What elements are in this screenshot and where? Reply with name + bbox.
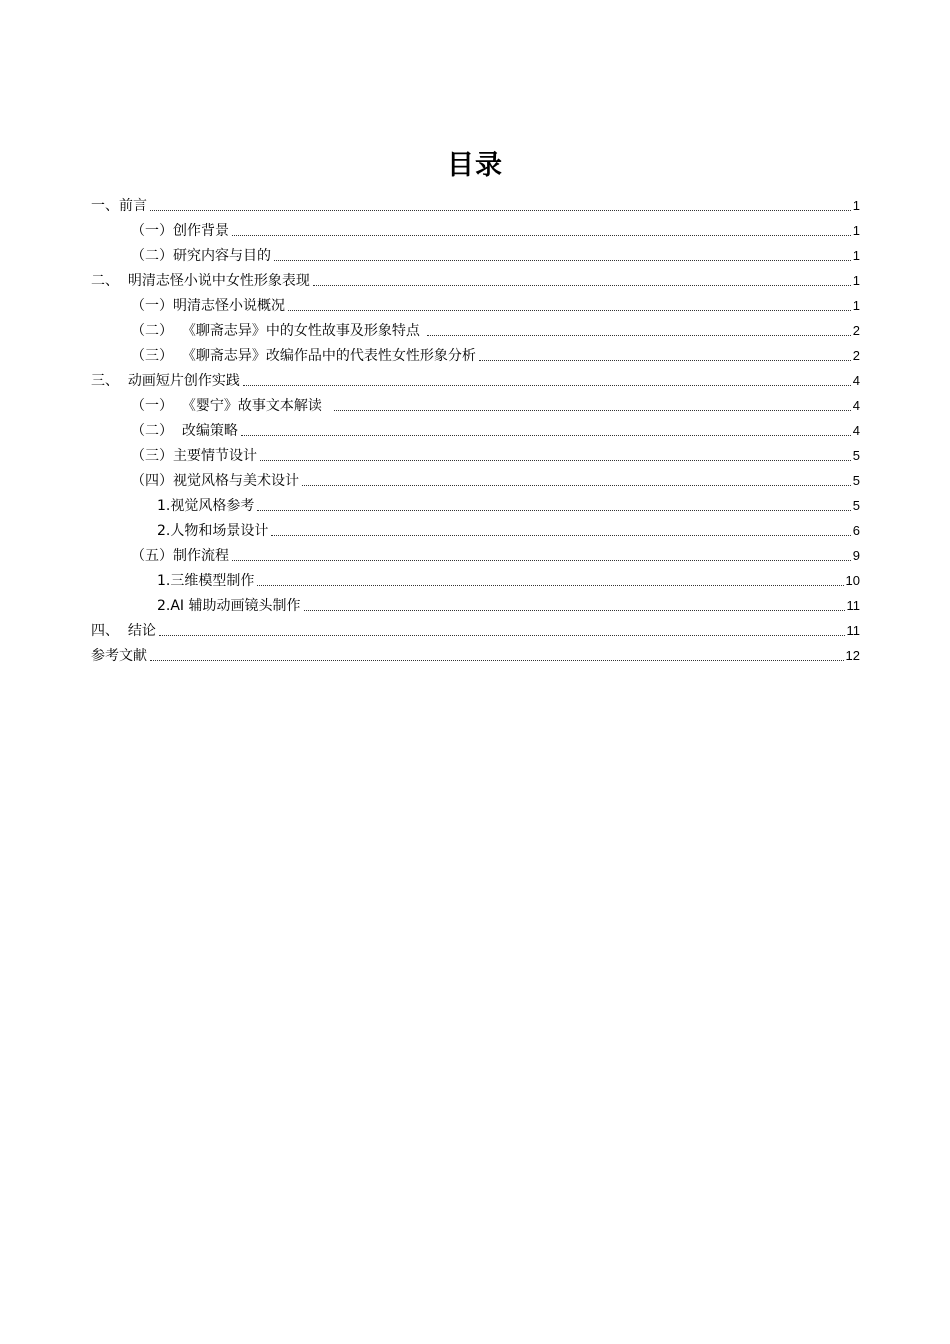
toc-entry-label: （二）研究内容与目的 [131, 248, 271, 264]
toc-entry-page-number: 4 [852, 423, 860, 438]
toc-entry[interactable] [91, 416, 860, 441]
toc-entry[interactable] [91, 516, 860, 541]
toc-dot-leader [150, 210, 851, 211]
toc-entry-page-number: 11 [846, 598, 860, 613]
toc-entry-label: （一）创作背景 [131, 223, 229, 239]
toc-entry[interactable] [91, 541, 860, 566]
toc-entry-label: （二） 《聊斋志异》中的女性故事及形象特点 [131, 323, 425, 339]
toc-entry-label: 1.三维模型制作 [157, 573, 255, 589]
toc-dot-leader [232, 235, 851, 236]
toc-entry[interactable] [91, 191, 860, 216]
toc-entry[interactable] [91, 316, 860, 341]
toc-dot-leader [288, 310, 851, 311]
toc-entry-page-number: 9 [852, 548, 860, 563]
toc-dot-leader [243, 385, 851, 386]
toc-dot-leader [257, 510, 850, 511]
toc-entry-label: （三） 《聊斋志异》改编作品中的代表性女性形象分析 [131, 348, 476, 364]
toc-entry-page-number: 2 [852, 323, 860, 338]
toc-dot-leader [232, 560, 851, 561]
toc-entry-page-number: 1 [852, 298, 860, 313]
toc-entry[interactable] [91, 266, 860, 291]
toc-dot-leader [257, 585, 843, 586]
toc-entry-page-number: 11 [846, 623, 860, 638]
toc-entry[interactable] [91, 591, 860, 616]
toc-entry-label: 四、 结论 [91, 623, 156, 639]
toc-entry-page-number: 5 [852, 448, 860, 463]
toc-entry[interactable] [91, 441, 860, 466]
toc-dot-leader [302, 485, 851, 486]
toc-entry[interactable] [91, 341, 860, 366]
toc-entry[interactable] [91, 566, 860, 591]
toc-dot-leader [150, 660, 844, 661]
toc-entry-page-number: 4 [852, 398, 860, 413]
toc-entry[interactable] [91, 366, 860, 391]
toc-entry-page-number: 1 [852, 198, 860, 213]
toc-entry[interactable] [91, 391, 860, 416]
toc-entry-page-number: 12 [845, 648, 860, 663]
toc-entry-label: 三、 动画短片创作实践 [91, 373, 240, 389]
toc-entry-label: 一、前言 [91, 198, 147, 214]
toc-entry-label: （五）制作流程 [131, 548, 229, 564]
toc-entry-label: （一）明清志怪小说概况 [131, 298, 285, 314]
toc-dot-leader [304, 610, 845, 611]
toc-entry[interactable] [91, 216, 860, 241]
toc-entry-page-number: 6 [852, 523, 860, 538]
toc-entry-page-number: 5 [852, 498, 860, 513]
toc-entry[interactable] [91, 491, 860, 516]
toc-entry-label: 参考文献 [91, 648, 147, 664]
toc-entry-label: 2.AI 辅助动画镜头制作 [157, 598, 301, 614]
toc-dot-leader [271, 535, 850, 536]
toc-entry-label: 1.视觉风格参考 [157, 498, 255, 514]
toc-entry-page-number: 1 [852, 273, 860, 288]
toc-dot-leader [274, 260, 851, 261]
toc-dot-leader [479, 360, 851, 361]
toc-dot-leader [427, 335, 850, 336]
toc-entry-page-number: 4 [852, 373, 860, 388]
toc-entry-label: 二、 明清志怪小说中女性形象表现 [91, 273, 310, 289]
toc-dot-leader [313, 285, 851, 286]
toc-entry-page-number: 5 [852, 473, 860, 488]
toc-dot-leader [260, 460, 851, 461]
toc-entry-label: （三）主要情节设计 [131, 448, 257, 464]
toc-entry[interactable] [91, 641, 860, 666]
toc-dot-leader [241, 435, 851, 436]
toc-dot-leader [334, 410, 851, 411]
toc-entry[interactable] [91, 616, 860, 641]
toc-title: 目录 [447, 150, 503, 181]
toc-dot-leader [159, 635, 845, 636]
toc-entry-page-number: 2 [852, 348, 860, 363]
toc-entry-page-number: 10 [845, 573, 860, 588]
toc-entry[interactable] [91, 291, 860, 316]
toc-entry-label: （二） 改编策略 [131, 423, 238, 439]
toc-entry[interactable] [91, 466, 860, 491]
toc-entry-label: 2.人物和场景设计 [157, 523, 269, 539]
toc-entry-page-number: 1 [852, 248, 860, 263]
toc-entry-label: （一） 《婴宁》故事文本解读 [131, 398, 331, 414]
toc-list [91, 191, 860, 666]
toc-entry-page-number: 1 [852, 223, 860, 238]
toc-entry[interactable] [91, 241, 860, 266]
toc-entry-label: （四）视觉风格与美术设计 [131, 473, 299, 489]
